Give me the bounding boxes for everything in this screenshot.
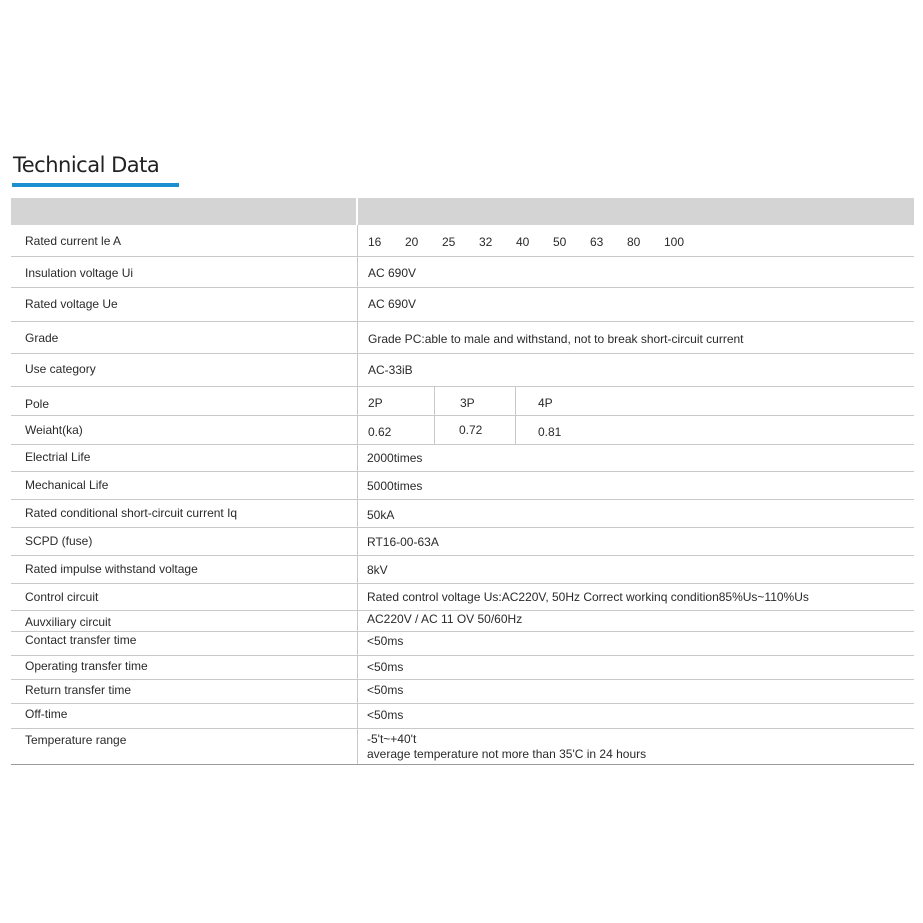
row-label: Mechanical Life [25, 478, 109, 492]
table-row [11, 416, 914, 445]
table-row [11, 556, 914, 584]
current-value: 100 [664, 235, 685, 249]
temperature-range-value: -5't~+40't [367, 732, 417, 746]
pole-cell: 2P [368, 396, 383, 410]
current-value: 63 [590, 235, 604, 249]
current-value: 50 [553, 235, 567, 249]
title-underline [12, 183, 179, 187]
row-value: Grade PC:able to male and withstand, not to break short-circuit current [368, 332, 744, 346]
table-row [11, 472, 914, 500]
temperature-note: average temperature not more than 35'C in 24 hours [367, 747, 647, 761]
current-value: 40 [516, 235, 530, 249]
row-value: <50ms [367, 683, 404, 697]
row-value: 5000times [367, 479, 423, 493]
row-value: <50ms [367, 634, 404, 648]
table-row [11, 225, 914, 257]
table-row [11, 387, 914, 416]
row-label: Rated impulse withstand voltage [25, 562, 198, 576]
row-value: RT16-00-63A [367, 535, 439, 549]
current-value: 16 [368, 235, 382, 249]
row-label: Pole [25, 397, 50, 411]
table-row [11, 322, 914, 354]
table-header [11, 198, 914, 225]
table-row [11, 445, 914, 472]
row-label: SCPD (fuse) [25, 534, 93, 548]
row-value: <50ms [367, 708, 404, 722]
spec-table [11, 198, 914, 765]
table-row [11, 704, 914, 729]
row-label: Rated voltage Ue [25, 297, 118, 311]
pole-cell: 3P [460, 396, 475, 410]
row-label: Electrial Life [25, 450, 91, 464]
row-value: AC 690V [368, 266, 417, 280]
row-value: <50ms [367, 660, 404, 674]
row-label: Use category [25, 362, 96, 376]
row-label: Grade [25, 331, 59, 345]
row-value: 2000times [367, 451, 423, 465]
table-row [11, 354, 914, 387]
row-label: Off-time [25, 707, 68, 721]
row-value: 50kA [367, 508, 395, 522]
row-label: Weiaht(ka) [25, 423, 83, 437]
weight-cell: 0.81 [538, 425, 562, 439]
table-row [11, 632, 914, 656]
row-label: Control circuit [25, 590, 99, 604]
current-value: 25 [442, 235, 456, 249]
row-value: AC-33iB [368, 363, 413, 377]
row-value: Rated control voltage Us:AC220V, 50Hz Correct workinq condition85%Us~110%Us [367, 590, 809, 604]
row-value: AC220V / AC 11 OV 50/60Hz [367, 612, 523, 626]
weight-cell: 0.62 [368, 425, 392, 439]
page-title: Technical Data [13, 153, 160, 177]
current-value: 32 [479, 235, 493, 249]
row-value: AC 690V [368, 297, 417, 311]
current-value: 80 [627, 235, 641, 249]
row-label: Operating transfer time [25, 659, 148, 673]
row-label: Auvxiliary circuit [25, 615, 112, 629]
table-row [11, 257, 914, 288]
current-value: 20 [405, 235, 419, 249]
rated-current-values [368, 235, 701, 249]
table-row [11, 611, 914, 632]
table-row [11, 500, 914, 528]
row-label: Rated conditional short-circuit current Iq [25, 506, 238, 520]
table-row [11, 528, 914, 556]
row-label: Rated current le A [25, 234, 122, 248]
table-row [11, 584, 914, 611]
row-label: Temperature range [25, 733, 127, 747]
table-row [11, 729, 914, 765]
header-divider [356, 198, 358, 225]
row-label: Contact transfer time [25, 633, 137, 647]
table-row [11, 656, 914, 680]
row-label: Insulation voltage Ui [25, 266, 134, 280]
row-value: 8kV [367, 563, 388, 577]
weight-cell: 0.72 [459, 423, 483, 437]
pole-cell: 4P [538, 396, 553, 410]
table-row [11, 680, 914, 704]
row-label: Return transfer time [25, 683, 132, 697]
table-row [11, 288, 914, 322]
